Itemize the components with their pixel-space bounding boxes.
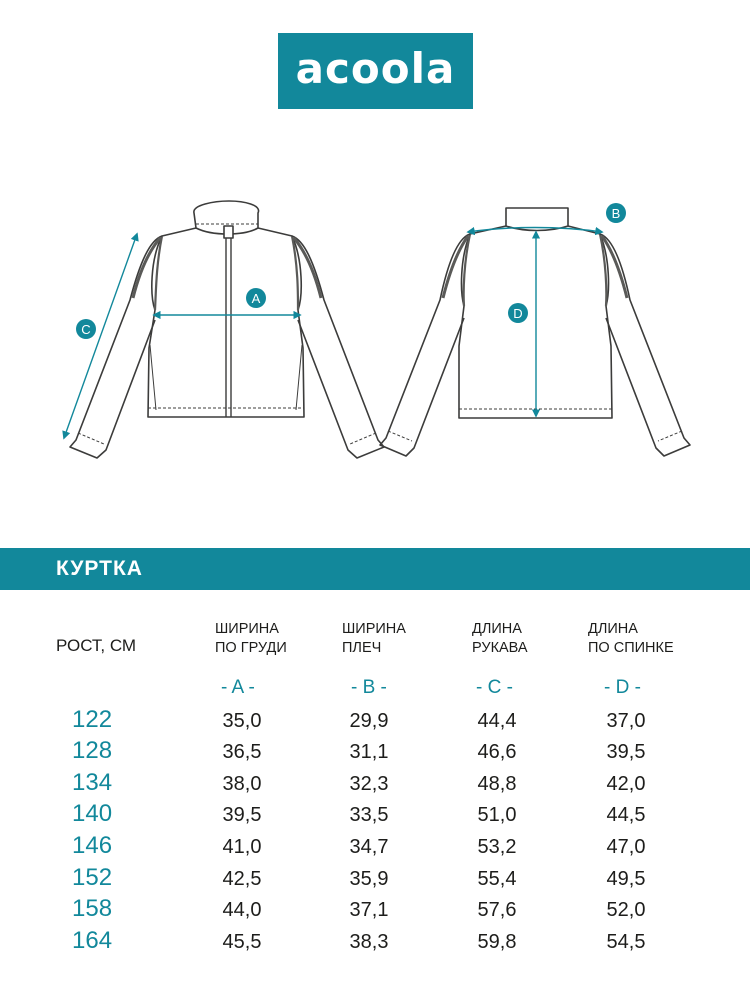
marker-d-letter: D: [513, 306, 523, 321]
column-letter-c: - C -: [476, 677, 513, 698]
row-height: 158: [72, 895, 113, 922]
cell-sleeve-length: 51,0: [477, 804, 517, 826]
column-header-line1: ДЛИНА: [472, 621, 522, 637]
marker-c-badge: [76, 319, 96, 339]
back-right-sleeve: [600, 234, 690, 456]
column-header-chest-width: [215, 620, 287, 658]
jacket-back-view: [380, 208, 690, 456]
cell-sleeve-length: 48,8: [477, 773, 517, 795]
cell-back-length: 47,0: [606, 836, 646, 858]
section-title: КУРТКА: [56, 557, 143, 580]
front-left-sleeve: [70, 236, 162, 458]
cell-back-length: 54,5: [606, 931, 646, 953]
cell-chest-width: 35,0: [222, 710, 262, 732]
measure-c-line: [64, 234, 137, 438]
column-header-line2: ПО СПИНКЕ: [588, 640, 674, 656]
jacket-front-view: [70, 201, 384, 458]
cell-back-length: 37,0: [606, 710, 646, 732]
cell-shoulder-width: 33,5: [349, 804, 389, 826]
cell-sleeve-length: 53,2: [477, 836, 517, 858]
column-letter-d: - D -: [604, 677, 641, 698]
cell-chest-width: 42,5: [222, 868, 262, 890]
row-height: 122: [72, 706, 113, 733]
cell-sleeve-length: 57,6: [477, 899, 517, 921]
marker-b-badge: [606, 203, 626, 223]
marker-a-letter: A: [251, 291, 261, 306]
cell-shoulder-width: 29,9: [349, 710, 389, 732]
marker-b-letter: B: [611, 206, 621, 221]
cell-shoulder-width: 35,9: [349, 868, 389, 890]
back-left-sleeve: [380, 234, 470, 456]
section-title-band: [0, 548, 750, 590]
cell-shoulder-width: 31,1: [349, 741, 389, 763]
cell-sleeve-length: 59,8: [477, 931, 517, 953]
height-column-header: РОСТ, СМ: [56, 636, 137, 655]
row-height: 140: [72, 800, 113, 827]
marker-c-letter: C: [81, 322, 91, 337]
row-height: 164: [72, 927, 113, 954]
row-height: 128: [72, 737, 113, 764]
column-header-shoulder-width: [342, 620, 406, 658]
column-header-line2: ПЛЕЧ: [342, 640, 382, 656]
row-height: 146: [72, 832, 113, 859]
garment-measurement-diagram: [0, 180, 750, 480]
row-height: 152: [72, 864, 113, 891]
cell-chest-width: 45,5: [222, 931, 262, 953]
column-header-sleeve-length: [472, 620, 528, 658]
cell-back-length: 42,0: [606, 773, 646, 795]
cell-shoulder-width: 38,3: [349, 931, 389, 953]
column-header-line1: ДЛИНА: [588, 621, 638, 637]
cell-shoulder-width: 32,3: [349, 773, 389, 795]
cell-chest-width: 36,5: [222, 741, 262, 763]
column-header-line1: ШИРИНА: [342, 621, 406, 637]
marker-d-badge: [508, 303, 528, 323]
cell-sleeve-length: 44,4: [477, 710, 517, 732]
cell-back-length: 39,5: [606, 741, 646, 763]
cell-sleeve-length: 46,6: [477, 741, 517, 763]
column-header-line1: ШИРИНА: [215, 621, 279, 637]
cell-back-length: 52,0: [606, 899, 646, 921]
cell-shoulder-width: 37,1: [349, 899, 389, 921]
front-right-sleeve: [292, 236, 384, 458]
cell-sleeve-length: 55,4: [477, 868, 517, 890]
cell-chest-width: 38,0: [222, 773, 262, 795]
marker-a-badge: [246, 288, 266, 308]
column-letter-b: - B -: [351, 677, 387, 698]
cell-shoulder-width: 34,7: [349, 836, 389, 858]
cell-chest-width: 41,0: [222, 836, 262, 858]
brand-logo-text: acoola: [295, 44, 456, 93]
column-header-back-length: [588, 620, 674, 658]
cell-back-length: 49,5: [606, 868, 646, 890]
cell-chest-width: 39,5: [222, 804, 262, 826]
brand-logo: [278, 33, 473, 109]
column-header-line2: РУКАВА: [472, 640, 528, 656]
row-height: 134: [72, 769, 113, 796]
cell-back-length: 44,5: [606, 804, 646, 826]
cell-chest-width: 44,0: [222, 899, 262, 921]
column-header-line2: ПО ГРУДИ: [215, 640, 287, 656]
column-letter-a: - A -: [221, 677, 255, 698]
